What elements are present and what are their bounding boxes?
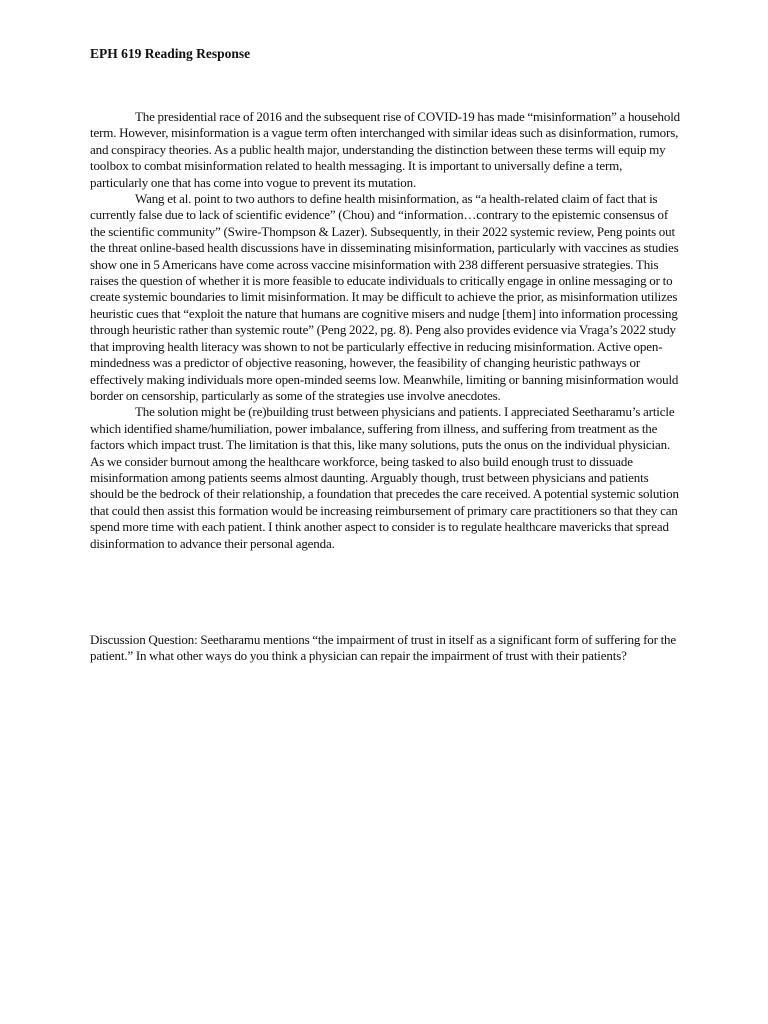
document-body xyxy=(90,109,682,552)
body-paragraph-3: The solution might be (re)building trust between physicians and patients. I appreciated Seetharamu’s article which identified shame/humiliation, power imbalance, suffering from illness, and suffering from treatment as the factors which impact trust. The limitation is that this, like many solutions, puts the onus on the individual physician. As we consider burnout among the healthcare workforce, being tasked to also build enough trust to dissuade misinformation among patients seems almost daunting. Arguably though, trust between physicians and patients should be the bedrock of their relationship, a foundation that precedes the care received. A potential systemic solution that could then assist this formation would be increasing reimbursement of primary care practitioners so that they can spend more time with each patient. I think another aspect to consider is to regulate healthcare mavericks that spread disinformation to advance their personal agenda. xyxy=(90,404,679,551)
document-title: EPH 619 Reading Response xyxy=(90,46,251,61)
discussion-question: Discussion Question: Seetharamu mentions “the impairment of trust in itself as a significant form of suffering for the patient.” In what other ways do you think a physician can repair the impairment of trust with their patients? xyxy=(90,632,677,664)
body-paragraph-2: Wang et al. point to two authors to define health misinformation, as “a health-related claim of fact that is currently false due to lack of scientific evidence” (Chou) and “information…contrary to the epistemic consensus of the scientific community” (Swire-Thompson & Lazer). Subsequently, in their 2022 systemic review, Peng points out the threat online-based health discussions have in disseminating misinformation, particularly with vaccines as studies show one in 5 Americans have come across vaccine misinformation with 238 different persuasive strategies. This raises the question of whether it is more feasible to educate individuals to critically engage in online messaging or to create systemic boundaries to limit misinformation. It may be difficult to achieve the prior, as misinformation utilizes heuristic cues that “exploit the nature that humans are cognitive misers and nudge [them] into information processing through heuristic rather than systemic route” (Peng 2022, pg. 8). Peng also provides evidence via Vraga’s 2022 study that improving health literacy was shown to not be particularly effective in reducing misinformation. Active open-mindedness was a predictor of objective reasoning, however, the feasibility of changing heuristic pathways or effectively making individuals more open-minded seems low. Meanwhile, limiting or banning misinformation would border on censorship, particularly as some of the strategies use involve anecdotes. xyxy=(90,191,679,403)
body-paragraph-1: The presidential race of 2016 and the subsequent rise of COVID-19 has made “misinformation” a household term. However, misinformation is a vague term often interchanged with similar ideas such as disinformation, rumors, and conspiracy theories. As a public health major, understanding the distinction between these terms will equip my toolbox to combat misinformation related to health messaging. It is important to universally define a term, particularly one that has come into vogue to prevent its mutation. xyxy=(90,109,681,190)
